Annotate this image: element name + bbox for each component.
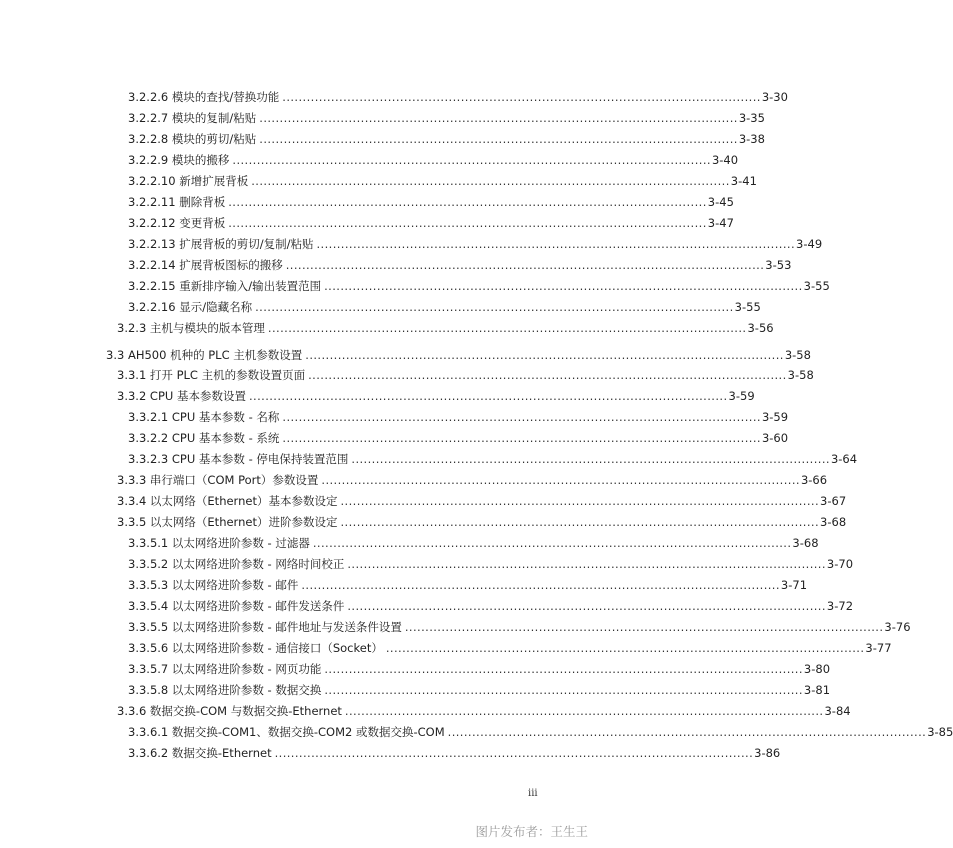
entry-number: 3.3.4 xyxy=(117,494,147,508)
dot-leader: ...................................................................................................................... xyxy=(347,557,826,571)
toc-entry xyxy=(128,429,789,447)
dot-leader: ...................................................................................................................... xyxy=(351,452,830,466)
dot-leader: ...................................................................................................................... xyxy=(248,389,728,403)
entry-page: 3-68 xyxy=(820,515,847,529)
entry-page: 3-49 xyxy=(796,237,823,251)
entry-page: 3-70 xyxy=(826,557,854,571)
entry-page: 3-76 xyxy=(884,620,911,634)
toc-entry xyxy=(128,555,854,573)
entry-page: 3-45 xyxy=(707,195,734,209)
dot-leader: ...................................................................................................................... xyxy=(228,195,707,209)
entry-title: CPU 基本参数 - 停电保持装置范围 xyxy=(171,452,349,466)
entry-page: 3-71 xyxy=(780,578,808,592)
dot-leader: ...................................................................................................................... xyxy=(340,494,820,508)
entry-title: 变更背板 xyxy=(179,216,226,230)
watermark: 图片发布者：王生王 xyxy=(475,824,588,839)
dot-leader: ...................................................................................................................... xyxy=(385,641,865,655)
dot-leader: ...................................................................................................................... xyxy=(259,132,738,146)
entry-title: 以太网络进阶参数 - 网络时间校正 xyxy=(171,557,345,571)
page-number: iii xyxy=(528,788,538,799)
toc-entry xyxy=(128,193,734,211)
dot-leader: ...................................................................................................................... xyxy=(324,662,803,676)
dot-leader: ...................................................................................................................... xyxy=(347,599,826,613)
entry-number: 3.3.5.7 xyxy=(128,662,169,676)
entry-title: 数据交换-Ethernet xyxy=(171,746,272,760)
entry-page: 3-85 xyxy=(927,725,953,739)
toc-entry xyxy=(128,256,792,274)
dot-leader: ...................................................................................................................... xyxy=(259,111,738,125)
entry-number: 3.2.3 xyxy=(117,321,147,335)
entry-number: 3.2.2.12 xyxy=(128,216,176,230)
entry-title: 以太网络（Ethernet）基本参数设定 xyxy=(149,494,338,508)
toc-entry xyxy=(128,235,823,253)
entry-title: 扩展背板的剪切/复制/粘贴 xyxy=(179,237,314,251)
toc-entry xyxy=(128,214,734,232)
entry-title: 以太网络（Ethernet）进阶参数设定 xyxy=(149,515,338,529)
toc-entry xyxy=(117,319,774,337)
dot-leader: ...................................................................................................................... xyxy=(274,746,754,760)
entry-page: 3-41 xyxy=(730,174,757,188)
entry-number: 3.3.5.2 xyxy=(128,557,169,571)
entry-title: 显示/隐藏名称 xyxy=(179,300,253,314)
entry-title: 数据交换-COM 与数据交换-Ethernet xyxy=(149,704,342,718)
dot-leader: ...................................................................................................................... xyxy=(228,216,707,230)
entry-title: 以太网络进阶参数 - 网页功能 xyxy=(171,662,322,676)
entry-page: 3-86 xyxy=(754,746,781,760)
entry-number: 3.2.2.13 xyxy=(128,237,176,251)
entry-title: 重新排序输入/输出装置范围 xyxy=(179,279,322,293)
entry-page: 3-47 xyxy=(707,216,734,230)
toc-entry xyxy=(128,298,761,316)
toc-entry xyxy=(128,277,830,295)
dot-leader: ...................................................................................................................... xyxy=(316,237,796,251)
toc-entry xyxy=(128,681,831,699)
entry-page: 3-58 xyxy=(784,348,811,362)
toc-entry xyxy=(117,387,755,405)
entry-number: 3.2.2.10 xyxy=(128,174,176,188)
entry-number: 3.2.2.6 xyxy=(128,90,169,104)
entry-title: CPU 基本参数 - 名称 xyxy=(171,410,280,424)
toc-entry xyxy=(128,534,819,552)
toc-entry xyxy=(128,130,765,148)
entry-title: 扩展背板图标的搬移 xyxy=(179,258,283,272)
toc-entry xyxy=(128,597,854,615)
entry-page: 3-35 xyxy=(738,111,765,125)
entry-page: 3-55 xyxy=(803,279,830,293)
entry-page: 3-30 xyxy=(761,90,788,104)
toc-entry xyxy=(128,618,911,636)
toc-entry xyxy=(128,723,953,741)
dot-leader: ...................................................................................................................... xyxy=(267,321,747,335)
entry-number: 3.3.6.1 xyxy=(128,725,169,739)
entry-page: 3-40 xyxy=(711,153,739,167)
dot-leader: ...................................................................................................................... xyxy=(344,704,824,718)
entry-title: 数据交换-COM1、数据交换-COM2 或数据交换-COM xyxy=(171,725,445,739)
entry-title: 模块的查找/替换功能 xyxy=(171,90,280,104)
entry-page: 3-80 xyxy=(803,662,831,676)
dot-leader: ...................................................................................................................... xyxy=(321,473,800,487)
entry-page: 3-84 xyxy=(824,704,851,718)
entry-title: 模块的剪切/粘贴 xyxy=(171,132,257,146)
entry-number: 3.2.2.15 xyxy=(128,279,176,293)
entry-number: 3.2.2.14 xyxy=(128,258,176,272)
toc-entry xyxy=(128,450,858,468)
entry-number: 3.3.5 xyxy=(117,515,147,529)
toc-entry xyxy=(117,513,847,531)
entry-title: 新增扩展背板 xyxy=(179,174,249,188)
dot-leader: ...................................................................................................................... xyxy=(312,536,792,550)
toc-entry xyxy=(117,492,847,510)
entry-title: CPU 基本参数 - 系统 xyxy=(171,431,280,445)
entry-number: 3.3.5.8 xyxy=(128,683,169,697)
dot-leader: ...................................................................................................................... xyxy=(282,90,761,104)
toc-entry xyxy=(128,408,789,426)
toc-entry xyxy=(128,576,808,594)
toc-entry xyxy=(128,660,831,678)
entry-number: 3.3.6 xyxy=(117,704,147,718)
entry-number: 3.3.2.1 xyxy=(128,410,169,424)
toc-entry xyxy=(128,109,765,127)
toc-entry xyxy=(117,471,828,489)
toc-entry xyxy=(128,172,757,190)
dot-leader: ...................................................................................................................... xyxy=(340,515,820,529)
entry-title: 以太网络进阶参数 - 数据交换 xyxy=(171,683,322,697)
entry-number: 3.3.5.6 xyxy=(128,641,169,655)
entry-number: 3.2.2.16 xyxy=(128,300,176,314)
entry-title: 以太网络进阶参数 - 过滤器 xyxy=(171,536,310,550)
dot-leader: ...................................................................................................................... xyxy=(447,725,927,739)
entry-page: 3-38 xyxy=(738,132,765,146)
entry-title: 以太网络进阶参数 - 邮件 xyxy=(171,578,299,592)
entry-page: 3-72 xyxy=(826,599,854,613)
entry-title: 主机与模块的版本管理 xyxy=(149,321,265,335)
entry-number: 3.3.2.2 xyxy=(128,431,169,445)
dot-leader: ...................................................................................................................... xyxy=(251,174,730,188)
toc-entry xyxy=(117,702,851,720)
toc-entry xyxy=(128,639,892,657)
dot-leader: ...................................................................................................................... xyxy=(308,368,787,382)
dot-leader: ...................................................................................................................... xyxy=(282,431,761,445)
entry-title: 模块的复制/粘贴 xyxy=(171,111,257,125)
entry-number: 3.3.5.1 xyxy=(128,536,169,550)
dot-leader: ...................................................................................................................... xyxy=(404,620,884,634)
entry-number: 3.2.2.8 xyxy=(128,132,169,146)
entry-title: 串行端口（COM Port）参数设置 xyxy=(149,473,319,487)
entry-number: 3.3 xyxy=(106,348,125,362)
entry-number: 3.3.3 xyxy=(117,473,147,487)
dot-leader: ...................................................................................................................... xyxy=(232,153,711,167)
entry-number: 3.2.2.7 xyxy=(128,111,169,125)
entry-number: 3.3.2.3 xyxy=(128,452,169,466)
entry-page: 3-56 xyxy=(747,321,774,335)
dot-leader: ...................................................................................................................... xyxy=(282,410,761,424)
entry-title: 以太网络进阶参数 - 通信接口（Socket） xyxy=(171,641,383,655)
entry-page: 3-81 xyxy=(803,683,831,697)
entry-page: 3-55 xyxy=(734,300,761,314)
entry-page: 3-53 xyxy=(765,258,792,272)
entry-page: 3-66 xyxy=(800,473,828,487)
entry-page: 3-77 xyxy=(865,641,892,655)
entry-number: 3.3.5.4 xyxy=(128,599,169,613)
dot-leader: ...................................................................................................................... xyxy=(285,258,765,272)
entry-page: 3-60 xyxy=(761,431,789,445)
entry-title: 打开 PLC 主机的参数设置页面 xyxy=(149,368,306,382)
entry-number: 3.2.2.9 xyxy=(128,153,169,167)
entry-page: 3-59 xyxy=(728,389,755,403)
dot-leader: ...................................................................................................................... xyxy=(305,348,784,362)
toc-entry xyxy=(128,88,788,106)
dot-leader: ...................................................................................................................... xyxy=(324,683,803,697)
entry-page: 3-68 xyxy=(792,536,819,550)
entry-title: 以太网络进阶参数 - 邮件地址与发送条件设置 xyxy=(171,620,402,634)
entry-title: CPU 基本参数设置 xyxy=(149,389,246,403)
entry-page: 3-67 xyxy=(820,494,847,508)
toc-entry xyxy=(128,151,739,169)
entry-number: 3.3.5.3 xyxy=(128,578,169,592)
toc-entry xyxy=(117,366,814,384)
entry-title: 模块的搬移 xyxy=(171,153,230,167)
entry-title: AH500 机种的 PLC 主机参数设置 xyxy=(127,348,303,362)
entry-number: 3.3.1 xyxy=(117,368,147,382)
toc-entry xyxy=(106,346,811,364)
entry-title: 删除背板 xyxy=(179,195,226,209)
entry-page: 3-59 xyxy=(761,410,789,424)
toc-entry xyxy=(128,744,781,762)
entry-page: 3-58 xyxy=(787,368,814,382)
dot-leader: ...................................................................................................................... xyxy=(301,578,780,592)
entry-page: 3-64 xyxy=(830,452,858,466)
entry-number: 3.2.2.11 xyxy=(128,195,176,209)
entry-number: 3.3.5.5 xyxy=(128,620,169,634)
dot-leader: ...................................................................................................................... xyxy=(255,300,734,314)
entry-number: 3.3.6.2 xyxy=(128,746,169,760)
entry-title: 以太网络进阶参数 - 邮件发送条件 xyxy=(171,599,345,613)
dot-leader: ...................................................................................................................... xyxy=(324,279,803,293)
entry-number: 3.3.2 xyxy=(117,389,147,403)
